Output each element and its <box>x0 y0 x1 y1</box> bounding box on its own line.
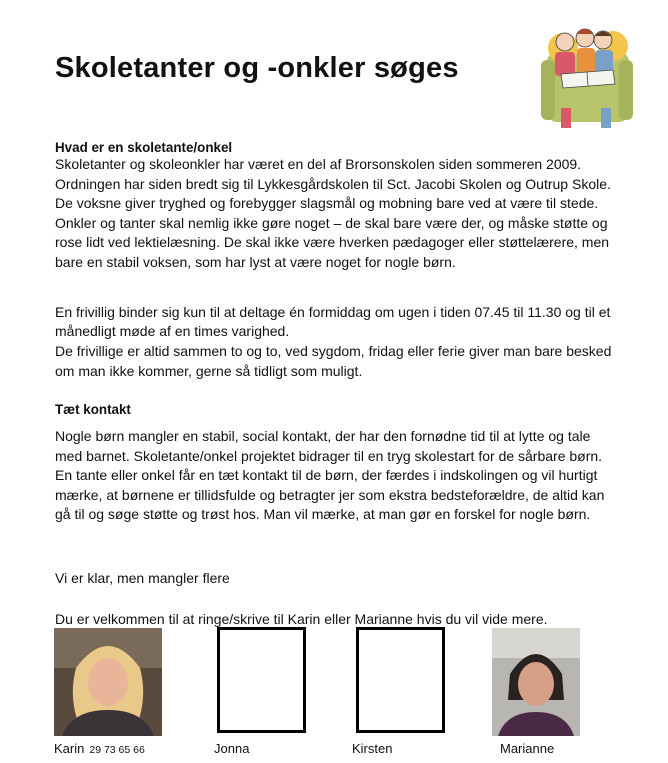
text-line: mærke, at børnene er tillidsfulde og betragter jer som ekstra bedsteforældre, de altid kan <box>55 486 605 503</box>
page-title: Skoletanter og -onkler søges <box>55 52 459 84</box>
empty-photo-frame <box>356 627 445 733</box>
reading-family-illustration <box>541 4 633 132</box>
contact-phone: 29 73 65 66 <box>89 744 145 756</box>
text-line: med barnet. Skoletante/onkel projektet bidrager til en tryg skolestart for de sårbare børn. <box>55 447 603 464</box>
contact-name: Karin <box>54 741 85 756</box>
contact-name: Kirsten <box>352 741 393 756</box>
text-line: rose lidt ved lektielæsning. De skal ikke være hverken pædagoger eller støttelærere, men <box>55 234 610 250</box>
empty-photo-frame <box>217 627 306 733</box>
closing-line: Vi er klar, men mangler flere <box>55 570 230 586</box>
text-line: De frivillige er altid sammen to og to, ved sygdom, fridag eller ferie giver man bare besked <box>55 343 612 359</box>
text-line: Onkler og tanter skal nemlig ikke gøre noget – de skal bare være der, og måske støtte og <box>55 214 608 231</box>
text-line: månedligt møde af en times varighed. <box>55 322 290 339</box>
karin-photo <box>54 628 162 736</box>
text-line: De voksne giver tryghed og forebygger slagsmål og mobning bare ved at være til stede. <box>55 195 599 211</box>
text-line: Ordningen har siden bredt sig til Lykkesgårdskolen til Sct. Jacobi Skolen og Outrup Skole. <box>55 175 611 192</box>
closing-line: Du er velkommen til at ringe/skrive til Karin eller Marianne hvis du vil vide mere. <box>55 611 548 627</box>
contact-name: Marianne <box>500 741 555 756</box>
paragraph <box>55 303 645 341</box>
contact-caption <box>54 741 145 756</box>
paragraph <box>55 427 645 525</box>
text-line: bare en stabil voksen, som har lyst at være noget for nogle børn. <box>55 253 456 270</box>
text-line: En tante eller onkel får en tæt kontakt til de børn, der færdes i indskolingen og vil hurtigt <box>55 467 598 483</box>
text-line: Skoletanter og skoleonkler har været en del af Brorsonskolen siden sommeren 2009. <box>55 156 582 172</box>
section-heading: Tæt kontakt <box>55 402 131 417</box>
paragraph <box>55 155 645 272</box>
contact-name: Jonna <box>214 741 250 756</box>
text-line: gå til og søge støtte og trøst hos. Man vil mærke, at man gør en forskel for nogle børn. <box>55 506 591 522</box>
text-line: En frivillig binder sig kun til at deltage én formiddag om ugen i tiden 07.45 til 11.30 og til et <box>55 304 611 320</box>
marianne-photo <box>492 628 580 736</box>
text-line: Nogle børn mangler en stabil, social kontakt, der har den fornødne tid til at lytte og tale <box>55 428 591 444</box>
paragraph <box>55 342 645 381</box>
text-line: om man ikke kommer, gerne så tidligt som muligt. <box>55 362 363 379</box>
section-heading: Hvad er en skoletante/onkel <box>55 140 233 155</box>
